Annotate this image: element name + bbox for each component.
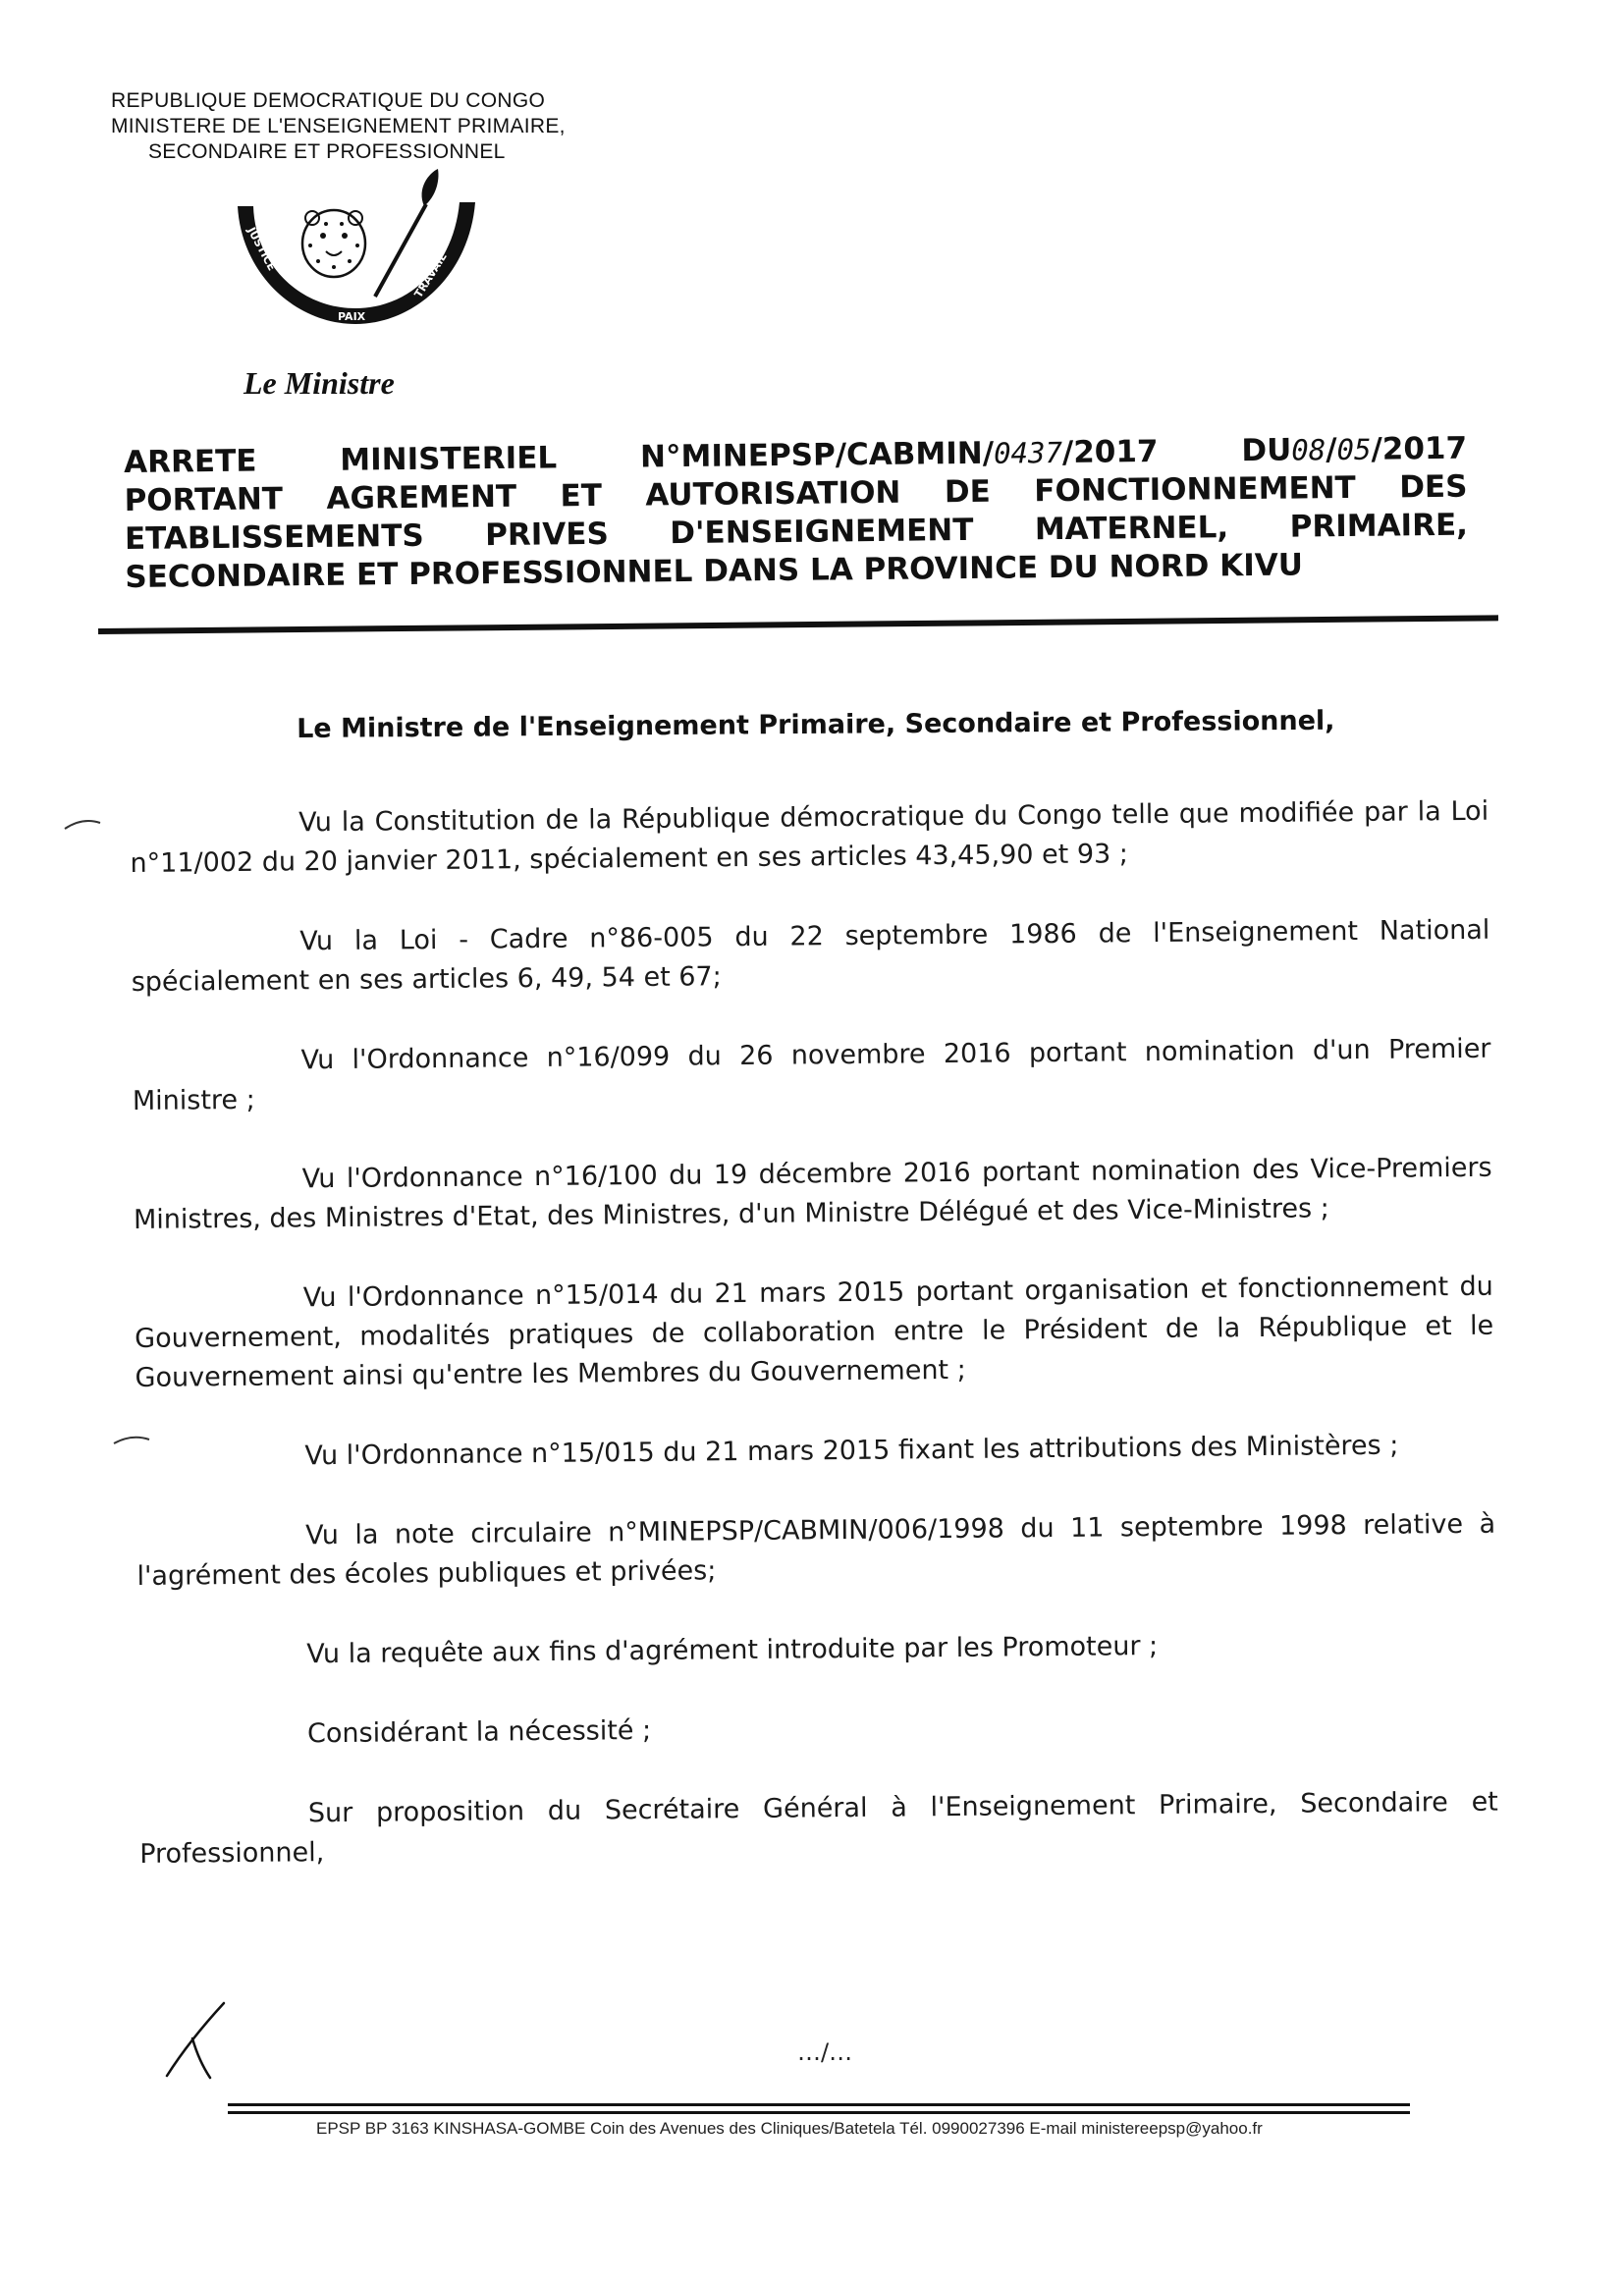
minister-title: Le Ministre <box>244 365 395 401</box>
motto-travail: TRAVAIL <box>411 250 450 300</box>
footer-divider <box>228 2103 1410 2106</box>
preamble-paragraph: Vu l'Ordonnance n°15/015 du 21 mars 2015 fixant les attributions des Ministères ; <box>304 1430 1399 1472</box>
arrete-title-tail: SECONDAIRE ET PROFESSIONNEL DANS LA PROVINCE DU NORD KIVU <box>125 547 1304 595</box>
preamble-paragraph: Vu la requête aux fins d'agrément introduite par les Promoteur ; <box>306 1630 1159 1670</box>
arrete-word-arrete: ARRETE <box>124 443 257 480</box>
letterhead-ministry-cont: SECONDAIRE ET PROFESSIONNEL <box>148 140 506 163</box>
motto-paix: PAIX <box>338 310 366 323</box>
arrete-word: PRIMAIRE, <box>1289 507 1469 545</box>
arrete-number-handwritten: 0437 <box>993 435 1063 470</box>
arrete-word-ministeriel: MINISTERIEL <box>340 440 558 478</box>
arrete-word: ETABLISSEMENTS <box>124 517 424 557</box>
handwritten-initial-signature <box>163 1999 232 2080</box>
arrete-number: N°MINEPSP/CABMIN/0437/2017 <box>639 433 1159 475</box>
preamble-paragraph: Vu la note circulaire n°MINEPSP/CABMIN/006/1998 du 11 septembre 1998 relative à l'agrément des écoles publiques et privées; <box>136 1508 1496 1592</box>
page-continuation: …/… <box>797 2038 853 2066</box>
arrete-word: DE <box>944 473 991 511</box>
letterhead-ministry: MINISTERE DE L'ENSEIGNEMENT PRIMAIRE, <box>111 115 566 137</box>
letterhead <box>111 88 566 165</box>
arrete-word: PORTANT <box>124 481 284 518</box>
arrete-word: FONCTIONNEMENT <box>1034 469 1356 510</box>
arrete-word: AGREMENT <box>326 478 517 516</box>
arrete-word: DES <box>1399 468 1468 506</box>
preamble-paragraph: Vu l'Ordonnance n°16/099 du 26 novembre 2016 portant nomination d'un Premier Ministre ; <box>132 1033 1491 1116</box>
title-divider <box>98 615 1498 634</box>
arrete-date: DU08/05/2017 <box>1241 430 1468 469</box>
margin-mark <box>63 817 102 831</box>
preamble-paragraph: Sur proposition du Secrétaire Général à l'Enseignement Primaire, Secondaire et Professionnel, <box>139 1786 1498 1870</box>
preamble <box>130 792 1499 1915</box>
arrete-day-handwritten: 08 <box>1291 433 1326 467</box>
preamble-paragraph: Vu la Loi - Cadre n°86-005 du 22 septembre 1986 de l'Enseignement National spécialement en ses articles 6, 49, 54 et 67; <box>131 914 1490 998</box>
arrete-title <box>124 430 1469 597</box>
preamble-paragraph: Considérant la nécessité ; <box>306 1714 652 1750</box>
leopard-head-icon <box>302 210 365 277</box>
arrete-date-year: /2017 <box>1371 430 1468 467</box>
minister-salutation: Le Ministre de l'Enseignement Primaire, Secondaire et Professionnel, <box>297 705 1335 744</box>
arrete-date-du: DU <box>1241 432 1292 469</box>
arrete-word: AUTORISATION <box>645 474 901 514</box>
footer-divider <box>228 2111 1410 2114</box>
arrete-month-handwritten: 05 <box>1336 432 1372 467</box>
preamble-paragraph: Vu l'Ordonnance n°15/014 du 21 mars 2015 portant organisation et fonctionnement du Gouvernement, modalités pratiques de collaboration entre le Président de la République et le Gouvernement ainsi qu'entre les Membres du Gouvernement ; <box>135 1271 1494 1393</box>
arrete-word: MATERNEL, <box>1034 510 1229 548</box>
arrete-year: /2017 <box>1061 433 1159 470</box>
preamble-paragraph: Vu l'Ordonnance n°16/100 du 19 décembre 2016 portant nomination des Vice-Premiers Ministres, des Ministres d'Etat, des Ministres, d'un Ministre Délégué et des Vice-Ministres ; <box>133 1152 1492 1235</box>
coat-of-arms-emblem <box>228 167 483 334</box>
preamble-paragraph: Vu la Constitution de la République démocratique du Congo telle que modifiée par la Loi n°11/002 du 20 janvier 2011, spécialement en ses articles 43,45,90 et 93 ; <box>130 795 1489 879</box>
arrete-word: D'ENSEIGNEMENT <box>670 512 974 552</box>
motto-justice: JUSTICE <box>244 225 279 273</box>
margin-mark <box>112 1432 151 1445</box>
arrete-word: PRIVES <box>485 516 610 554</box>
letterhead-country: REPUBLIQUE DEMOCRATIQUE DU CONGO <box>111 89 546 112</box>
arrete-word: ET <box>560 477 603 515</box>
footer-address: EPSP BP 3163 KINSHASA-GOMBE Coin des Avenues des Cliniques/Batetela Tél. 0990027396 E-mail ministereepsp@yahoo.fr <box>316 2119 1263 2138</box>
